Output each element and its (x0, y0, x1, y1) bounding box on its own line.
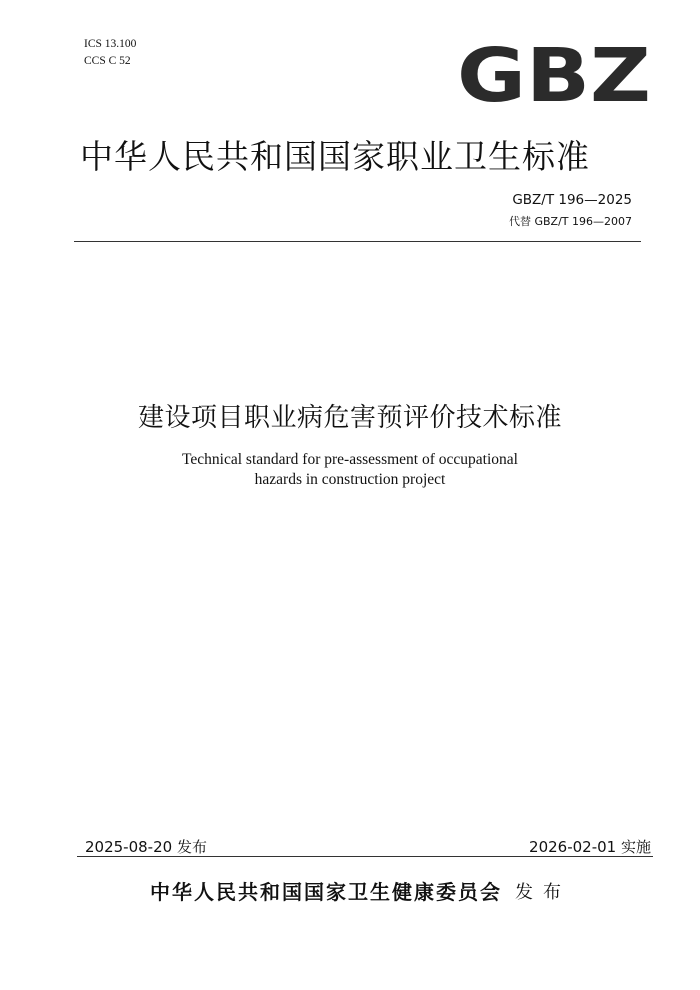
english-title-line-1: Technical standard for pre-assessment of occupational (182, 451, 518, 468)
implementation-date: 2026-02-01 实施 (529, 838, 651, 856)
issue-date: 2025-08-20 发布 (85, 838, 207, 856)
english-title-line-2: hazards in construction project (254, 471, 446, 488)
chinese-title: 建设项目职业病危害预评价技术标准 (137, 403, 562, 433)
footer-divider (77, 856, 653, 857)
publisher-name: 中华人民共和国国家卫生健康委员会 (150, 880, 502, 904)
replaces-code: 代替 GBZ/T 196—2007 (508, 215, 632, 228)
gbz-logo-text: GBZ (457, 45, 651, 103)
ics-code: ICS 13.100 (84, 38, 137, 50)
org-title: 中华人民共和国国家职业卫生标准 (80, 137, 590, 176)
header-divider (74, 241, 641, 242)
english-title (0, 450, 700, 490)
gbz-logo (456, 45, 652, 103)
publish-action: 发布 (515, 882, 571, 903)
standard-code: GBZ/T 196—2025 (512, 192, 632, 208)
ccs-code: CCS C 52 (84, 55, 131, 67)
